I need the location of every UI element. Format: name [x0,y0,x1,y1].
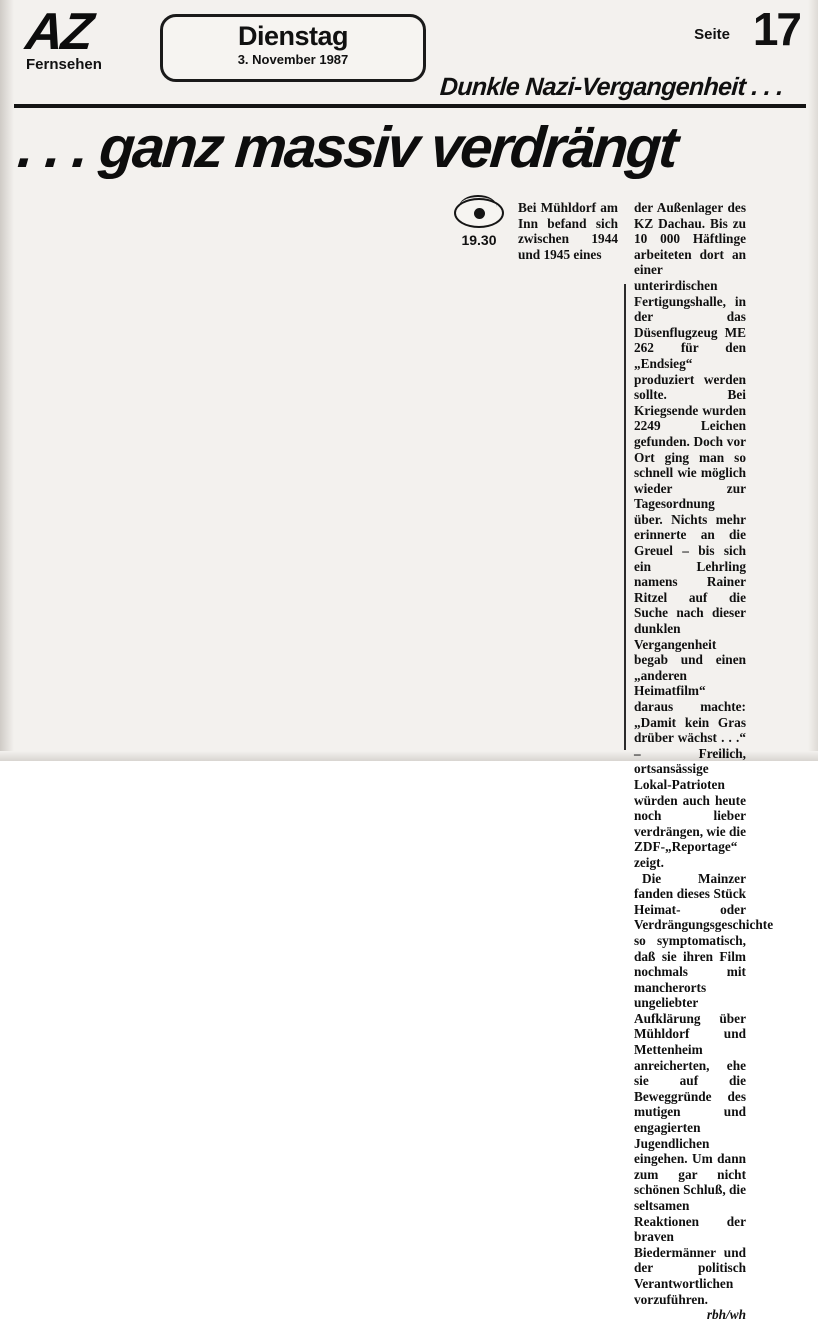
article-byline: rbh/wh [706,1307,746,1323]
logo-section-label: Fernsehen [26,56,102,73]
masthead-divider [14,104,806,108]
scan-edge-left [0,0,14,761]
broadcast-time-block [448,198,510,248]
column-divider [624,284,626,750]
broadcast-time: 19.30 [461,232,497,248]
article-headline: . . . ganz massiv verdrängt [15,115,679,180]
masthead [0,0,818,108]
date-label: 3. November 1987 [237,52,349,67]
publication-logo [22,3,144,73]
page-number: 17 [752,3,800,55]
article-paragraph-2: Die Mainzer fanden dieses Stück Heimat- oder Verdrängungsgeschichte so symptomatisch, daß sie ihren Film nochmals mit mancherorts ungeliebter Aufklärung über Mühldorf und Mettenheim anreicherten, ehe sie auf die Beweggründe des mutigen und engagierten Jugendlichen eingehen. Um dann zum gar nicht schönen Schluß, die seltsamen Reaktionen der braven Biedermänner und der politisch Verantwortlichen vorzuführen. [634,870,774,1307]
scan-edge-right [808,0,818,761]
eye-icon [454,198,504,228]
date-box [160,14,426,82]
article-column-2 [634,200,774,1323]
weekday-label: Dienstag [237,21,349,51]
article-column-1: Bei Mühldorf am Inn befand sich zwischen 1944 und 1945 eines [518,200,618,262]
article-paragraph-1: der Außenlager des KZ Dachau. Bis zu 10 000 Häftlinge arbeiteten dort an einer unterirdischen Fertigungshalle, in der das Düsenflugzeug ME 262 für den „Endsieg“ produziert werden sollte. Bei Kriegsende wurden 2249 Leichen gefunden. Doch vor Ort ging man so schnell wie möglich wieder zur Tagesordnung über. Nichts mehr erinnerte an die Greuel – bis sich ein Lehrling namens Rainer Ritzel auf die Suche nach dieser dunklen Vergangenheit begab und einen „anderen Heimatfilm“ daraus machte: „Damit kein Gras drüber wächst . . .“ – Freilich, ortsansässige Lokal-Patrioten würden auch heute noch lieber verdrängen, wie die ZDF-„Reportage“ zeigt. [634,200,746,870]
logo-wordmark: AZ [22,3,95,61]
page-label: Seite [694,26,730,43]
article-kicker: Dunkle Nazi-Vergangenheit . . . [439,73,784,101]
eye-brow-icon [459,195,497,207]
